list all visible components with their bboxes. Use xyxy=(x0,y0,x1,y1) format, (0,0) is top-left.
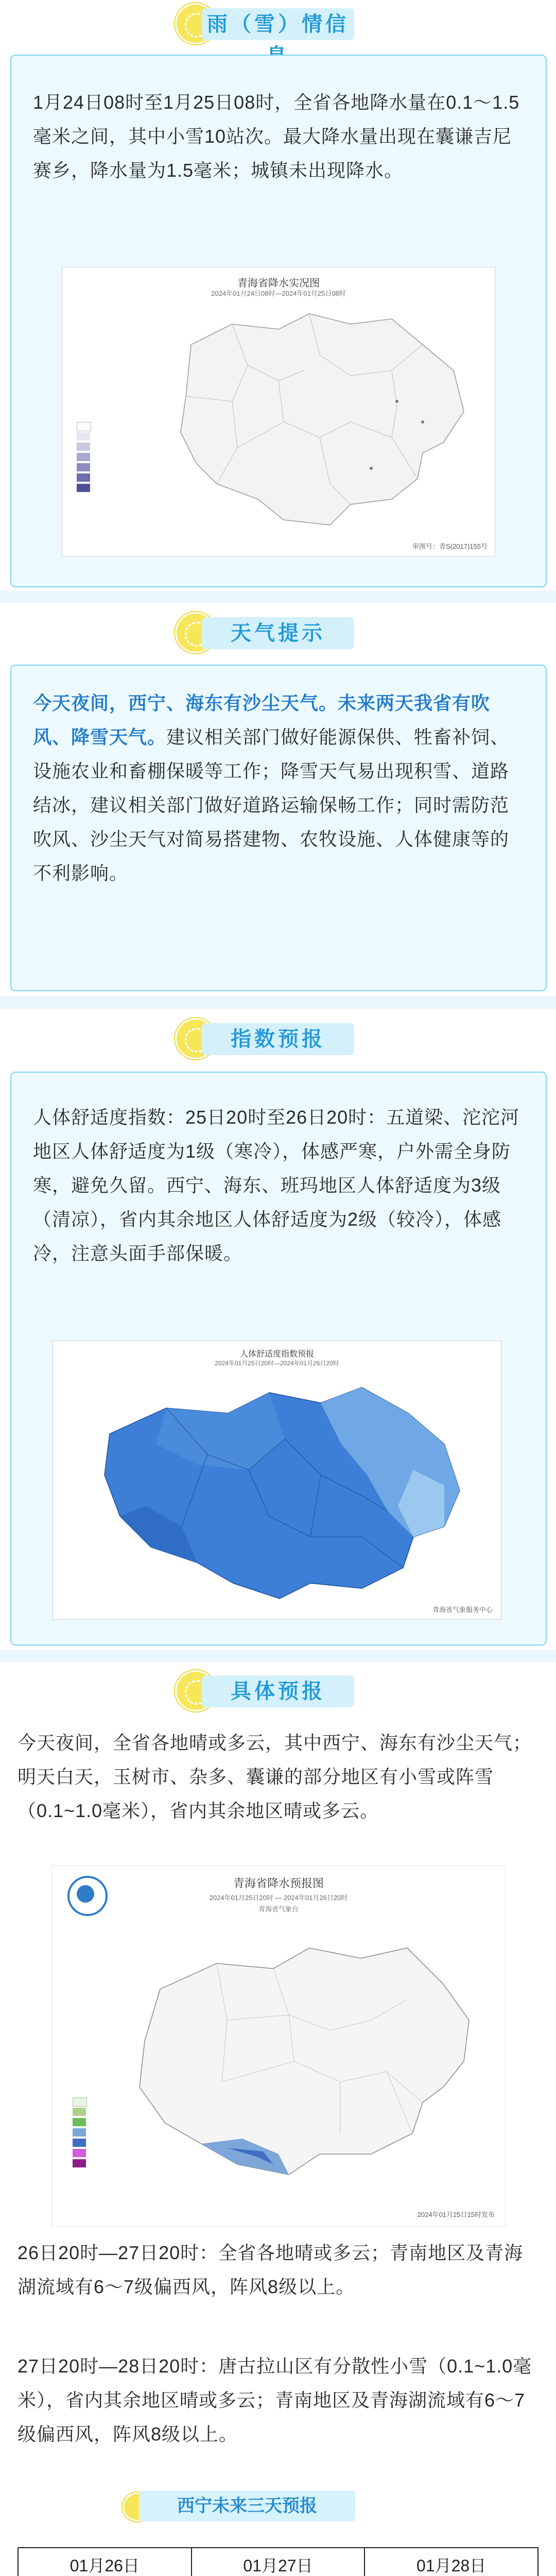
comfort-map-title: 人体舒适度指数预报 xyxy=(239,1350,314,1359)
tips-highlight: 今天夜间，西宁、海东有沙尘天气。未来两天我省有吹风、降雪天气。 xyxy=(33,692,491,748)
legend-swatch xyxy=(77,422,91,431)
tips-title-block xyxy=(0,612,556,658)
index-card xyxy=(10,1072,547,1646)
index-title: 指数预报 xyxy=(202,1023,354,1055)
precip-map-subtitle: 2024年01月24日08时—2024年01月25日08时 xyxy=(211,290,346,297)
xining-title: 西宁未来三天预报 xyxy=(139,2490,355,2521)
forecast-map-subtitle: 2024年01月25日20时 — 2024年01月26日20时 xyxy=(209,1894,348,1902)
forecast-map-title: 青海省降水预报图 xyxy=(233,1877,324,1890)
tips-title: 天气提示 xyxy=(202,617,354,649)
precip-map xyxy=(62,267,495,556)
precip-forecast-map xyxy=(51,1865,506,2227)
legend-swatch xyxy=(77,443,90,451)
detail-text-3: 27日20时—28日20时：唐古拉山区有分散性小雪（0.1~1.0毫米），省内其余地区晴或多云；青南地区及青海湖流域有6～7级偏西风，阵风8级以上。 xyxy=(18,2355,532,2445)
precip-title-block xyxy=(0,3,556,49)
detail-title-block xyxy=(0,1670,556,1717)
legend-swatch xyxy=(77,432,90,440)
precip-text: 1月24日08时至1月25日08时，全省各地降水量在0.1～1.5毫米之间，其中小雪10站次。最大降水量出现在囊谦吉尼赛乡，降水量为1.5毫米；城镇未出现降水。 xyxy=(33,92,520,181)
legend-swatch xyxy=(73,2118,86,2126)
forecast-map-footer: 2024年01月25日15时发布 xyxy=(417,2211,495,2218)
legend-swatch xyxy=(73,2128,86,2137)
legend-swatch xyxy=(73,2139,86,2147)
comfort-map xyxy=(53,1341,501,1620)
divider xyxy=(0,590,556,603)
tips-card xyxy=(10,665,547,991)
forecast-map-graphic xyxy=(52,1866,505,2226)
detail-text-1: 今天夜间，全省各地晴或多云，其中西宁、海东有沙尘天气；明天白天，玉树市、杂多、囊谦的部分地区有小雪或阵雪（0.1~1.0毫米），省内其余地区晴或多云。 xyxy=(18,1732,532,1821)
legend-swatch xyxy=(77,453,90,461)
legend-swatch xyxy=(77,484,90,492)
detail-text-2: 26日20时—27日20时：全省各地晴或多云；青南地区及青海湖流域有6～7级偏西风，阵风8级以上。 xyxy=(18,2242,524,2297)
xining-table xyxy=(18,2547,538,2576)
xining-date-row xyxy=(18,2548,538,2576)
table-cell: 01月27日 xyxy=(192,2548,365,2576)
tips-text xyxy=(33,686,524,890)
detail-title: 具体预报 xyxy=(202,1675,354,1707)
tips-body: 建议相关部门做好能源保供、牲畜补饲、设施农业和畜棚保暖等工作；降雪天气易出现积雪、道路结冰，建议相关部门做好道路运输保畅工作；同时需防范吹风、沙尘天气对简易搭建物、农牧设施、人体健康等的不利影响。 xyxy=(33,726,510,884)
divider xyxy=(0,996,556,1009)
table-cell: 01月26日 xyxy=(18,2548,192,2576)
comfort-map-graphic xyxy=(53,1341,501,1619)
legend-swatch xyxy=(73,2159,86,2167)
precip-map-footer: 审图号：青S(2017)155号 xyxy=(412,543,488,550)
precip-map-title: 青海省降水实况图 xyxy=(237,278,320,289)
legend-swatch xyxy=(73,2108,86,2116)
legend-swatch xyxy=(77,463,90,471)
precip-title: 雨（雪）情信 xyxy=(202,8,354,40)
legend-swatch xyxy=(73,2097,87,2107)
index-text: 人体舒适度指数：25日20时至26日20时：五道梁、沱沱河地区人体舒适度为1级（寒冷），体感严寒，户外需全身防寒，避免久留。西宁、海东、班玛地区人体舒适度为3级（清凉），省内其余地区人体舒适度为2级（较冷），体感冷，注意头面手部保暖。 xyxy=(33,1107,520,1264)
divider xyxy=(0,1650,556,1662)
legend-swatch xyxy=(73,2149,86,2157)
comfort-map-footer: 青海省气象服务中心 xyxy=(432,1606,493,1614)
table-cell: 01月28日 xyxy=(364,2548,538,2576)
forecast-map-source: 青海省气象台 xyxy=(258,1905,299,1913)
comfort-map-subtitle: 2024年01月25日20时—2024年01月26日20时 xyxy=(215,1360,339,1367)
precip-card xyxy=(10,55,547,587)
legend-swatch xyxy=(77,473,90,482)
precip-map-graphic xyxy=(62,267,495,556)
index-title-block xyxy=(0,1018,556,1064)
